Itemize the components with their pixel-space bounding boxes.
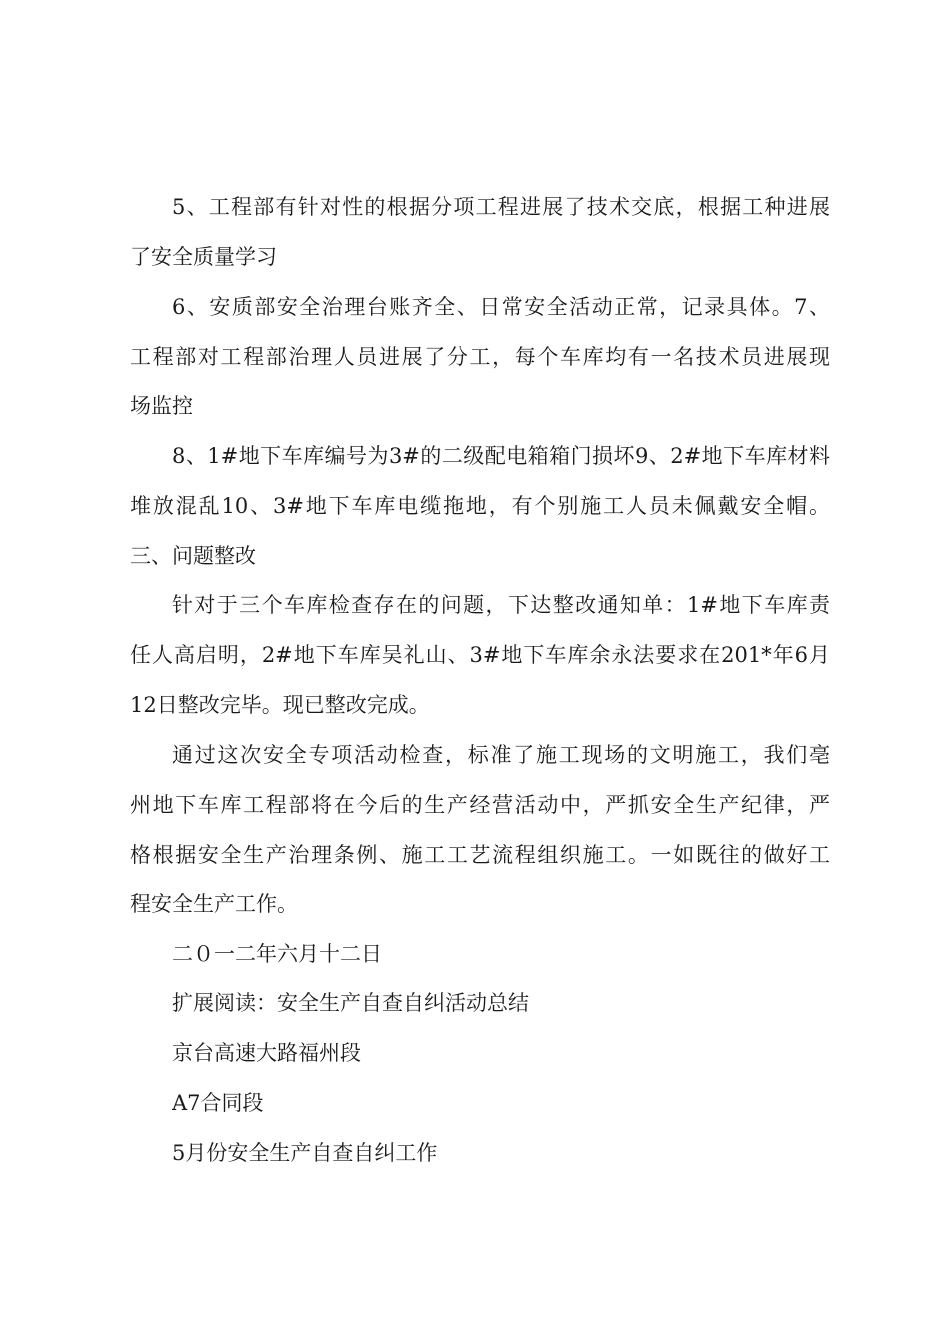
text-line: 任人高启明，2#地下车库吴礼山、3#地下车库余永法要求在201*年6月 (130, 643, 830, 667)
text-line: 5月份安全生产自查自纠工作 (172, 1141, 438, 1165)
text-line: 8、1#地下车库编号为3#的二级配电箱箱门损坏9、2#地下车库材料 (172, 444, 830, 468)
text-line: 场监控 (130, 394, 193, 418)
text-line: 针对于三个车库检查存在的问题，下达整改通知单：1#地下车库责 (172, 593, 830, 617)
text-line: 格根据安全生产治理条例、施工工艺流程组织施工。一如既往的做好工 (130, 843, 830, 867)
section-heading: 三、问题整改 (130, 544, 256, 568)
text-line: 5、工程部有针对性的根据分项工程进展了技术交底，根据工种进展 (172, 195, 830, 219)
text-line: 6、安质部安全治理台账齐全、日常安全活动正常，记录具体。7、 (172, 295, 830, 319)
text-line: 通过这次安全专项活动检查，标准了施工现场的文明施工，我们亳 (172, 743, 830, 767)
extended-reading-title: 扩展阅读：安全生产自查自纠活动总结 (172, 991, 529, 1015)
text-line: 京台高速大路福州段 (172, 1041, 361, 1065)
text-line: 程安全生产工作。 (130, 892, 298, 916)
text-line: 了安全质量学习 (130, 245, 277, 269)
text-line: 州地下车库工程部将在今后的生产经营活动中，严抓安全生产纪律，严 (130, 793, 830, 817)
text-line: 工程部对工程部治理人员进展了分工，每个车库均有一名技术员进展现 (130, 345, 830, 369)
date-line: 二０一二年六月十二日 (172, 942, 382, 966)
text-line: A7合同段 (172, 1091, 264, 1115)
text-line: 堆放混乱10、3#地下车库电缆拖地，有个别施工人员未佩戴安全帽。 (130, 494, 830, 518)
text-line: 12日整改完毕。现已整改完成。 (130, 693, 430, 717)
